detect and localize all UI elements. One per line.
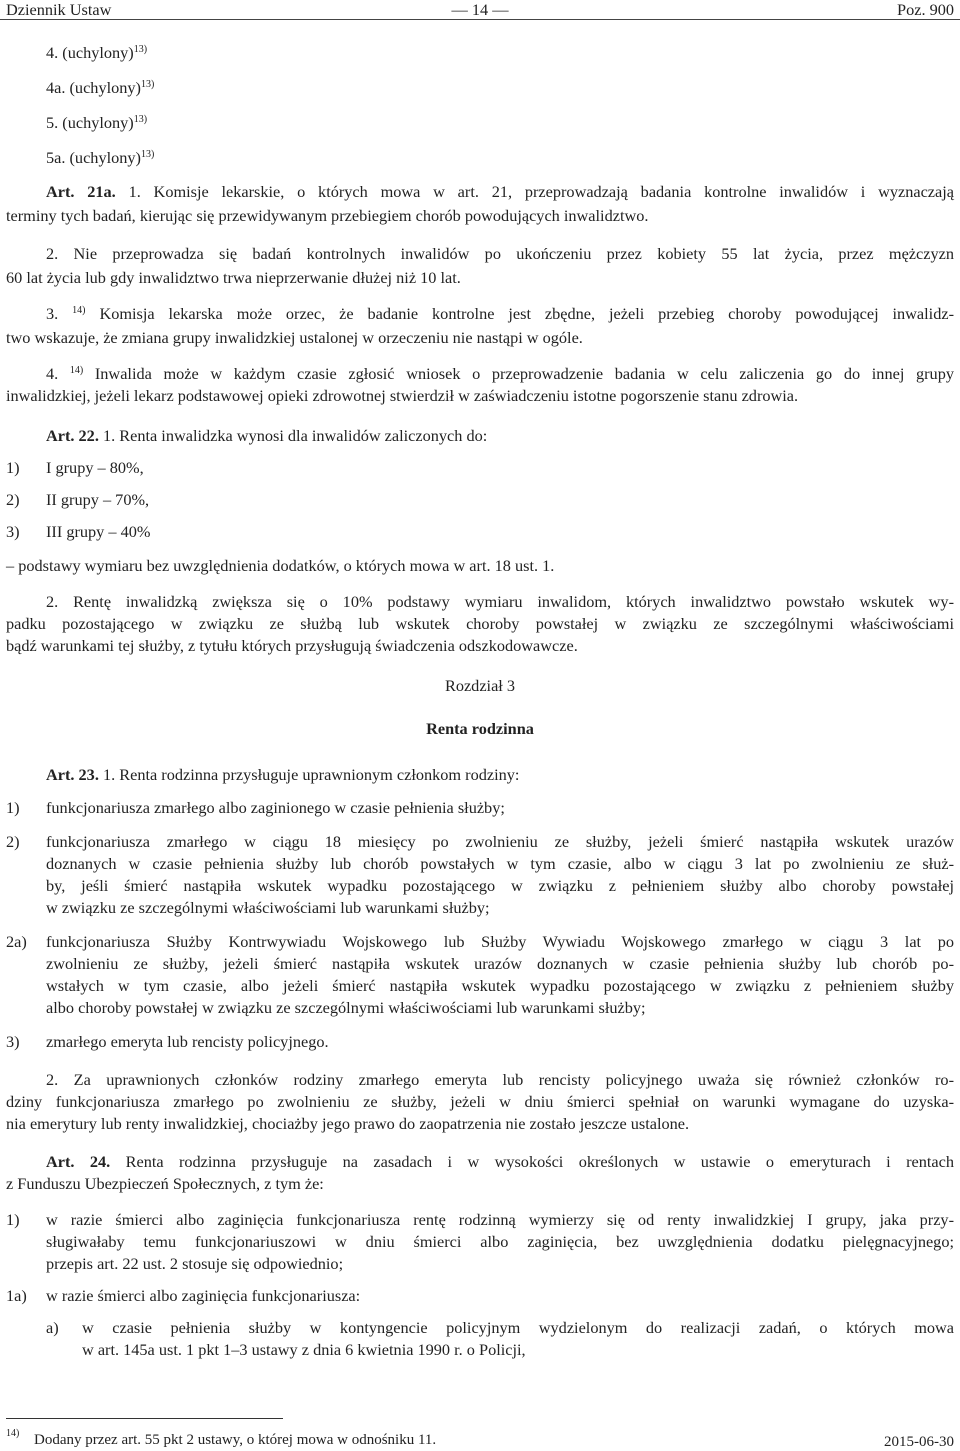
footnote-number: 14)	[6, 1428, 20, 1439]
art24-intro-line: z Funduszu Ubezpieczeń Społecznych, z tym że:	[6, 1174, 324, 1193]
sub-item-text: w art. 145a ust. 1 pkt 1–3 ustawy z dnia 6 kwietnia 1990 r. o Policji,	[82, 1340, 526, 1359]
art21a-p4-line: 4. $^{14)}$ Inwalida może w każdym czasie zgłosić wniosek o przeprowadzenie badania w celu zaliczenia go do innej grupy	[46, 364, 954, 383]
article-label: Art. 21a.	[46, 182, 116, 201]
art22-closing: – podstawy wymiaru bez uwzględnienia dodatków, o których mowa w art. 18 ust. 1.	[6, 556, 555, 575]
list-item: 3)	[6, 522, 20, 541]
list-item	[46, 78, 154, 98]
art21a-p1-line: terminy tych badań, kierując się przewidywanym przebiegiem chorób powodujących inwalidztwo.	[6, 206, 649, 225]
footnote-text: Dodany przez art. 55 pkt 2 ustawy, o której mowa w odnośniku 11.	[34, 1432, 437, 1448]
item-text: (uchylony)	[69, 78, 141, 97]
list-item-text: doznanych w czasie pełnienia służby lub chorób powstałych w tym czasie, albo w ciągu 3 lat po zwolnieniu ze służ-	[46, 854, 954, 873]
page-header	[0, 0, 960, 20]
item-number: 5a.	[46, 148, 66, 167]
list-item-text: w związku ze szczególnymi właściwościami lub warunkami służby;	[46, 898, 490, 917]
item-number: 4a.	[46, 78, 66, 97]
art21a-p2-line: 60 lat życia lub gdy inwalidztwo trwa nieprzerwanie dłużej niż 10 lat.	[6, 268, 461, 287]
art23-p2-line: 2. Za uprawnionych członków rodziny zmarłego emeryta lub rencisty policyjnego uważa się również członków ro-	[46, 1070, 954, 1089]
footnote-ref[interactable]: 14)	[72, 305, 86, 316]
footnote-divider	[6, 1418, 283, 1419]
footnote-ref[interactable]: 14)	[69, 365, 84, 376]
art21a-p2-line: 2. Nie przeprowadza się badań kontrolnych inwalidów po ukończeniu przez kobiety 55 lat życia, przez mężczyzn	[46, 244, 954, 263]
chapter-title: Renta rodzinna	[426, 719, 534, 738]
list-item-text: zmarłego emeryta lub rencisty policyjnego.	[46, 1032, 329, 1051]
footnote	[6, 1430, 19, 1447]
list-item-text: by, jeśli śmierć nastąpiła wskutek wypadku pozostającego w związku z pełnieniem służby albo choroby powstałej	[46, 876, 954, 895]
list-item	[46, 43, 147, 63]
list-item-text: funkcjonariusza zmarłego w ciągu 18 miesięcy po zwolnieniu ze służby, jeżeli śmierć nastąpiła wskutek urazów	[46, 832, 954, 851]
list-item-text: wstałych w tym czasie, albo jeżeli śmierć nastąpiła wskutek wypadku pozostającego w związku z pełnieniem służby	[46, 976, 954, 995]
art23-p2-line: nia emerytury lub renty inwalidzkiej, chociażby jego prawo do zaopatrzenia nie zostało jeszcze ustalone.	[6, 1114, 690, 1133]
item-number: 5.	[46, 113, 59, 132]
art21a-p4-line: inwalidzkiej, jeżeli lekarz podstawowej opieki zdrowotnej stwierdził w zaświadczeniu istotne pogorszenie stanu zdrowia.	[6, 386, 799, 405]
art22-intro: Art. 22. 1. Renta inwalidzka wynosi dla inwalidów zaliczonych do:	[46, 426, 488, 445]
list-item-text: III grupy – 40%	[46, 522, 151, 541]
list-item	[46, 148, 154, 168]
art22-p2-line: padku pozostającego w związku ze służbą lub wskutek choroby powstałej w związku ze szczególnymi właściwościami	[6, 614, 954, 633]
footnote-ref[interactable]: 13)	[133, 114, 148, 125]
art21a-p3-line: 3. $^{14)}$ Komisja lekarska może orzec, że badanie kontrolne jest zbędne, jeżeli przebieg choroby powodującej inwalidz-	[46, 304, 954, 323]
item-number: 4.	[46, 43, 59, 62]
list-item-number: 1)	[6, 1210, 20, 1229]
footnote-ref[interactable]: 13)	[133, 44, 148, 55]
footnote-ref[interactable]: 13)	[140, 149, 155, 160]
list-item-number: 2a)	[6, 932, 27, 951]
article-label: Art. 23.	[46, 765, 99, 784]
list-item-number: 3)	[6, 1032, 20, 1051]
art23-p2-line: dziny funkcjonariusza zmarłego po zwolnieniu ze służby, jeżeli w dniu śmierci spełniał on warunki wymagane do uzyska-	[6, 1092, 954, 1111]
art21a-p1-line: Art. 21a. 1. Komisje lekarskie, o których mowa w art. 21, przeprowadzają badania kontrolne inwalidów i wyznaczają	[46, 182, 955, 201]
chapter-number: Rozdział 3	[444, 676, 516, 695]
list-item-number: 2)	[6, 832, 20, 851]
art23-intro: Art. 23. 1. Renta rodzinna przysługuje uprawnionym członkom rodziny:	[46, 765, 520, 784]
art22-p2-line: bądź warunkami tej służby, z tytułu których przysługują świadczenia odszkodowawcze.	[6, 636, 578, 655]
item-text: (uchylony)	[69, 148, 141, 167]
list-item-text: I grupy – 80%,	[46, 458, 144, 477]
journal-title: Dziennik Ustaw	[6, 0, 112, 19]
publication-date: 2015-06-30	[884, 1434, 954, 1450]
art22-p2-line: 2. Rentę inwalidzką zwiększa się o 10% podstawy wymiaru inwalidom, których inwalidztwo powstało wskutek wy-	[46, 592, 954, 611]
sub-item-number: a)	[46, 1318, 59, 1337]
art21a-p3-line: two wskazuje, że zmiana grupy inwalidzkiej ustalonej w orzeczeniu nie nastąpi w ogóle.	[6, 328, 583, 347]
footnote-ref[interactable]: 13)	[140, 79, 155, 90]
list-item-number: 1)	[6, 798, 20, 817]
list-item	[46, 113, 147, 133]
sub-item-text: w czasie pełnienia służby w kontyngencie policyjnym wydzielonym do realizacji zadań, o których mowa	[82, 1318, 954, 1337]
article-label: Art. 22.	[46, 426, 99, 445]
article-label: Art. 24.	[46, 1152, 111, 1171]
list-item-text: zwolnieniu ze służby, jeżeli śmierć nastąpiła wskutek urazów doznanych w czasie pełnienia służby lub chorób po-	[46, 954, 954, 973]
list-item-number: 1a)	[6, 1286, 27, 1305]
list-item-text: w razie śmierci albo zaginięcia funkcjonariusza rentę rodzinną wymierzy się od renty inwalidzkiej I grupy, jaka przy-	[46, 1210, 954, 1229]
list-item-text: przepis art. 22 ust. 2 stosuje się odpowiednio;	[46, 1254, 344, 1273]
item-text: (uchylony)	[62, 43, 134, 62]
list-item-text: w razie śmierci albo zaginięcia funkcjonariusza:	[46, 1286, 361, 1305]
list-item-text: albo choroby powstałej w związku ze szczególnymi właściwościami lub warunkami służby;	[46, 998, 646, 1017]
item-text: (uchylony)	[62, 113, 134, 132]
page-number: — 14 —	[451, 0, 509, 19]
list-item-text: II grupy – 70%,	[46, 490, 150, 509]
position-number: Poz. 900	[897, 0, 954, 19]
list-item: 1)	[6, 458, 20, 477]
list-item-text: funkcjonariusza zmarłego albo zaginionego w czasie pełnienia służby;	[46, 798, 505, 817]
list-item-text: funkcjonariusza Służby Kontrwywiadu Wojskowego lub Służby Wywiadu Wojskowego zmarłego w ciągu 3 lat po	[46, 932, 954, 951]
list-item: 2)	[6, 490, 20, 509]
art24-intro-line: Art. 24. Renta rodzinna przysługuje na zasadach i w wysokości określonych w ustawie o emeryturach i rentach	[46, 1152, 954, 1171]
list-item-text: sługiwałaby temu funkcjonariuszowi w dniu śmierci albo zaginięcia, bez uwzględnienia dodatku pielęgnacyjnego;	[46, 1232, 954, 1251]
